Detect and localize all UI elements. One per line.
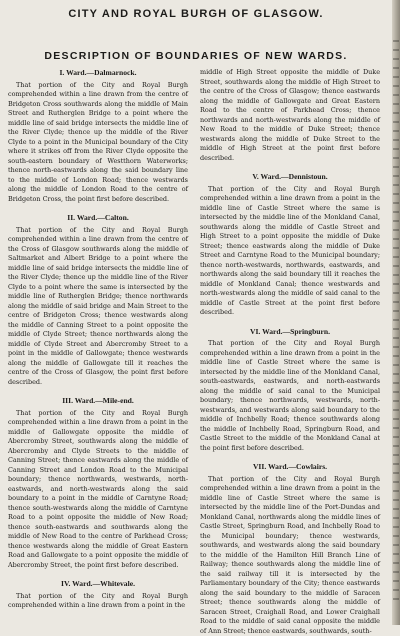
ward-section	[8, 579, 188, 611]
ward-description: That portion of the City and Royal Burgh comprehended within a line drawn from the centre of Bridgeton Cross southwards along the middle of Main Street and Rutherglen Bridge to a point where the middle line of said bridge intersects the middle line of the River Clyde; thence up the middle of the River Clyde to a point in the Municipal boundary of the City where it strikes off from the River Clyde opposite the south-eastern boundary of Westthorn Waterworks; thence north-eastwards along the said boundary line to the middle of London Road; thence westwards along the middle of London Road to the centre of Bridgeton Cross, the point first before described.	[8, 81, 188, 205]
ward-section	[200, 327, 380, 454]
ward-section	[200, 172, 380, 318]
ward-description: That portion of the City and Royal Burgh comprehended within a line drawn from a point in the middle line of Castle Street where the same is intersected by the middle line of the Monkland Canal, south-eastwards, eastwards, and north-eastwards along the middle of said canal to the Municipal boundary; thence northwards, westwards, north-westwards, and westwards along said boundary to the middle of Inchbelly Road; thence southwards along the middle of Inchbelly Road, Springburn Road, and Castle Street to the middle of the Monkland Canal at the point first before described.	[200, 339, 380, 453]
ward-description: That portion of the City and Royal Burgh comprehended within a line drawn from a point in the middle line of Castle Street where the same is intersected by the middle line of the Monkland Canal, southwards along the middle of Castle Street and High Street to a point opposite the middle of Duke Street; thence eastwards along the middle of Duke Street and Carntyne Road to the Municipal boundary; thence north-westwards, northwards, eastwards, and northwards along the said boundary till it reaches the middle of Monkland Canal; thence westwards and north-westwards along the middle of said canal to the middle of Castle Street at the point first before described.	[200, 185, 380, 318]
left-column	[8, 68, 188, 611]
ward-description: That portion of the City and Royal Burgh comprehended within a line drawn from a point in the	[8, 592, 188, 611]
page-edge-marks	[393, 40, 399, 600]
ward-heading: II. Ward.—Calton.	[8, 213, 188, 223]
ward-heading: IV. Ward.—Whitevale.	[8, 579, 188, 589]
ward-section	[8, 396, 188, 570]
ward-section-continued	[200, 68, 380, 163]
ward-description: That portion of the City and Royal Burgh comprehended within a line drawn from the centre of the Cross of Glasgow southwards along the middle of Saltmarket and Albert Bridge to a point where the middle line of said bridge intersects the middle line of the River Clyde; thence up the middle line of the River Clyde to a point where the same is intersected by the middle line of Rutherglen Bridge; thence northwards along the middle of said bridge and Main Street to the centre of Bridgeton Cross; thence westwards along the middle of Canning Street to a point opposite the middle of Clyde Street; thence northwards along the middle of Clyde Street and Abercromby Street to a point in the middle of Gallowgate; thence westwards along the middle of Gallowgate till it reaches the centre of the Cross of Glasgow, the point first before described.	[8, 226, 188, 388]
page-title: DESCRIPTION OF BOUNDARIES OF NEW WARDS.	[0, 50, 392, 62]
ward-heading: V. Ward.—Dennistoun.	[200, 172, 380, 182]
ward-heading: VII. Ward.—Cowlairs.	[200, 462, 380, 472]
ward-description: That portion of the City and Royal Burgh comprehended within a line drawn from a point in the middle of Gallowgate opposite the middle of Abercromby Street, southwards along the middle of Abercromby and Clyde Streets to the middle of Canning Street; thence eastwards along the middle of Canning Street and London Road to the Municipal boundary; thence northwards, westwards, north-eastwards, and north-westwards along the said boundary to a point in the middle of Carntyne Road; thence south-westwards along the middle of Carntyne Road to a point opposite the middle of New Road; thence south-eastwards and southwards along the middle of New Road to the centre of Parkhead Cross; thence westwards along the middle of Great Eastern Road and Gallowgate to a point opposite the middle of Abercromby Street, the point first before described.	[8, 409, 188, 571]
ward-section	[8, 213, 188, 387]
right-column	[200, 68, 380, 636]
ward-description: That portion of the City and Royal Burgh comprehended within a line drawn from a point in the middle line of Castle Street where the same is intersected by the middle line of the Port-Dundas and Monkland Canal, northwards along the middle lines of Castle Street, Springburn Road, and Inchbelly Road to the Municipal boundary; thence westwards, southwards, and westwards along the said boundary to the middle of the Hamilton Hill Branch Line of Railway; thence southwards along the middle line of the said railway till it is intersected by the Parliamentary boundary of the City; thence eastwards along the said boundary to the middle of Saracen Street; thence southwards along the middle of Saracen Street, Craighall Road, and Lower Craighall Road to the middle of said canal opposite the middle of Ann Street; thence eastwards, southwards, south-	[200, 475, 380, 636]
page-edge	[392, 0, 400, 625]
ward-heading: VI. Ward.—Springburn.	[200, 327, 380, 337]
running-title: CITY AND ROYAL BURGH OF GLASGOW.	[0, 8, 392, 20]
ward-description-continued: middle of High Street opposite the middle of Duke Street, southwards along the middle of High Street to the centre of the Cross of Glasgow; thence eastwards along the middle of Gallowgate and Great Eastern Road to the centre of Parkhead Cross; thence northwards and north-westwards along the middle of New Road to the middle of Duke Street; thence westwards along the middle of Duke Street to the middle of High Street at the point first before described.	[200, 68, 380, 163]
ward-heading: I. Ward.—Dalmarnock.	[8, 68, 188, 78]
ward-section	[8, 68, 188, 204]
ward-heading: III. Ward.—Mile-end.	[8, 396, 188, 406]
ward-section	[200, 462, 380, 636]
